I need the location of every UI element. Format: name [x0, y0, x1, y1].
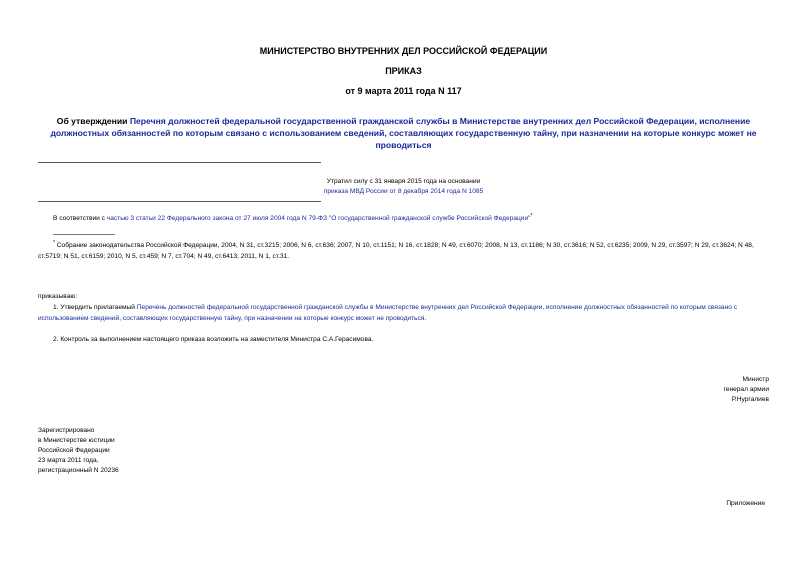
- order-item-2: 2. Контроль за выполнением настоящего приказа возложить на заместителя Министра С.А.Герасимова.: [53, 336, 374, 343]
- registration-line-2: в Министерстве юстиции: [38, 437, 115, 444]
- divider-bottom: [38, 201, 321, 202]
- document-title: [36, 115, 771, 151]
- preamble-prefix: В соответствии с: [53, 215, 107, 223]
- status-note: Утратил силу с 31 января 2015 года на основании: [326, 178, 481, 185]
- registration-line-3: Российской Федерации: [38, 447, 110, 454]
- title-prefix: Об утверждении: [56, 116, 130, 126]
- registration-line-5: регистрационный N 20236: [38, 467, 119, 474]
- footnote: [38, 238, 771, 262]
- document-type: ПРИКАЗ: [385, 66, 422, 76]
- preamble: [53, 211, 773, 224]
- order-item-1-link[interactable]: Перечень должностей федеральной государственной гражданской службы в Министерстве внутренних дел Российской Федерации, исполнение должностных обязанностей по которым связано с использованием сведений, составляющих государственную тайну, при назначении на которые конкурс может не проводиться: [38, 304, 738, 322]
- signature-title: Министр: [742, 376, 769, 383]
- preamble-law-link[interactable]: частью 3 статьи 22 Федерального закона от 27 июля 2004 года N 79-ФЗ "О государственной гражданской службе Российской Федерации": [106, 215, 531, 223]
- order-item-1-prefix: 1. Утвердить прилагаемый: [53, 304, 137, 311]
- ministry-heading: МИНИСТЕРСТВО ВНУТРЕННИХ ДЕЛ РОССИЙСКОЙ ФЕДЕРАЦИИ: [259, 46, 548, 56]
- order-intro: приказываю:: [38, 293, 78, 300]
- document-date-number: от 9 марта 2011 года N 117: [345, 86, 462, 96]
- footnote-mark: *: [53, 240, 55, 246]
- signature-rank: генерал армии: [723, 386, 769, 393]
- registration-line-1: Зарегистрировано: [38, 427, 95, 434]
- divider-top: [38, 162, 321, 163]
- title-link[interactable]: Перечня должностей федеральной государственной гражданской службы в Министерстве внутренних дел Российской Федерации, исполнение должностных обязанностей по которым связано с использованием сведений, составляющих государственную тайну, при назначении на которые конкурс может не проводиться: [50, 116, 757, 150]
- registration-line-4: 23 марта 2011 года,: [38, 457, 99, 464]
- footnote-divider: [53, 234, 115, 235]
- status-link[interactable]: приказа МВД России от 8 декабря 2014 года N 1085: [323, 188, 484, 195]
- order-item-1-suffix: .: [424, 315, 427, 322]
- footnote-text: Собрание законодательства Российской Федерации, 2004, N 31, ст.3215; 2006, N 6, ст.636; 2007, N 10, ст.1151; N 16, ст.1828; N 49, ст.6070; 2008, N 13, ст.1186; N 30, ст.3616; N 52, ст.6235; 2009, N 29, ст.3597; N 29, ст.3624; N 48, ст.5719; N 51, ст.6159; 2010, N 5, ст.459; N 7, ст.704; N 49, ст.6413; 2011, N 1, ст.31.: [38, 242, 754, 261]
- footnote-marker: *: [530, 213, 533, 219]
- appendix-label: Приложение: [726, 500, 765, 507]
- order-item-1: [38, 302, 771, 324]
- signature-name: Р.Нургалиев: [731, 396, 769, 403]
